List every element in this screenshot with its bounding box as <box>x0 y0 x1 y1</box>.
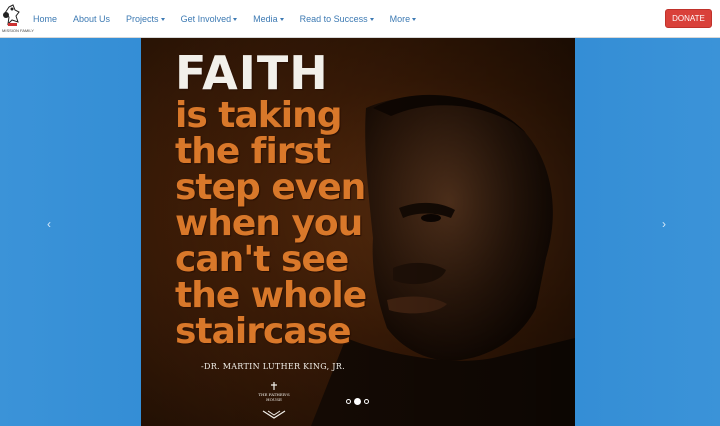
quote-line: staircase <box>175 311 351 352</box>
carousel-indicator-dot[interactable] <box>346 399 351 404</box>
caret-down-icon <box>280 18 284 21</box>
carousel-indicator-dot[interactable] <box>364 399 369 404</box>
carousel-next-icon[interactable]: › <box>662 217 666 231</box>
logo-caption: MISSION FAMILY <box>2 28 34 33</box>
carousel-indicator-dot-active[interactable] <box>354 398 361 405</box>
quote-line: is taking <box>175 95 342 136</box>
quote-line: the whole <box>175 275 367 316</box>
carousel-prev-icon[interactable]: ‹ <box>47 217 51 231</box>
quote-attribution: -DR. MARTIN LUTHER KING, JR. <box>201 362 345 371</box>
nav-more[interactable]: More <box>382 0 425 38</box>
quote-line: when you <box>175 203 363 244</box>
donate-button[interactable]: DONATE <box>665 9 712 28</box>
nav-about-us[interactable]: About Us <box>73 14 111 24</box>
top-navbar <box>0 0 720 38</box>
hero-carousel <box>0 38 720 426</box>
nav-projects[interactable]: Projects <box>118 0 173 38</box>
caret-down-icon <box>370 18 374 21</box>
quote-line: step even <box>175 167 366 208</box>
nav-get-involved[interactable]: Get Involved <box>173 0 246 38</box>
carousel-slide <box>141 38 575 426</box>
caret-down-icon <box>233 18 237 21</box>
nav-media[interactable]: Media <box>245 0 292 38</box>
nav-read-to-success[interactable]: Read to Success <box>292 0 382 38</box>
slide-quote <box>175 48 395 350</box>
main-nav <box>25 0 424 38</box>
nav-home[interactable]: Home <box>33 14 58 24</box>
logo-emblem-icon <box>2 3 22 29</box>
site-logo[interactable] <box>2 3 34 33</box>
caret-down-icon <box>412 18 416 21</box>
quote-line: the first <box>175 131 331 172</box>
carousel-indicators <box>346 398 369 405</box>
caret-down-icon <box>161 18 165 21</box>
quote-line: can't see <box>175 239 349 280</box>
house-logo-text: THE FATHER'S HOUSE <box>258 392 290 402</box>
quote-headline: FAITH <box>175 46 329 100</box>
